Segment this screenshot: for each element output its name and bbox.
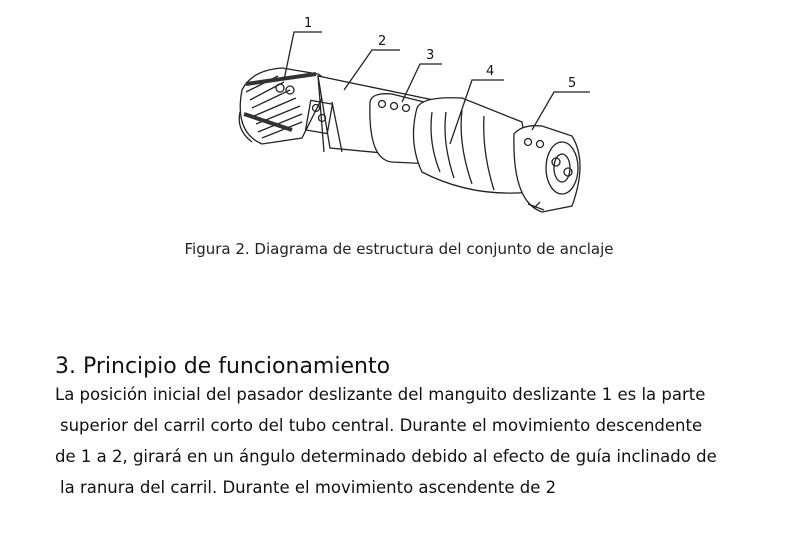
callout-4: 4 [486,64,495,79]
callout-2: 2 [378,34,387,49]
paragraph-line-1: La posición inicial del pasador deslizante del manguito deslizante 1 es la parte [55,385,706,404]
figure-caption: Figura 2. Diagrama de estructura del conjunto de anclaje [184,240,614,258]
section-title: 3. Principio de funcionamiento [55,354,391,379]
anchor-assembly-figure [222,12,602,222]
callout-5: 5 [568,76,577,91]
anchor-assembly-drawing [222,12,602,222]
paragraph-line-4: la ranura del carril. Durante el movimiento ascendente de 2 [60,478,557,497]
callout-1: 1 [304,16,313,31]
callout-3: 3 [426,48,435,63]
paragraph-line-2: superior del carril corto del tubo central. Durante el movimiento descendente [60,416,703,435]
paragraph-line-3: de 1 a 2, girará en un ángulo determinado debido al efecto de guía inclinado de [55,447,717,466]
